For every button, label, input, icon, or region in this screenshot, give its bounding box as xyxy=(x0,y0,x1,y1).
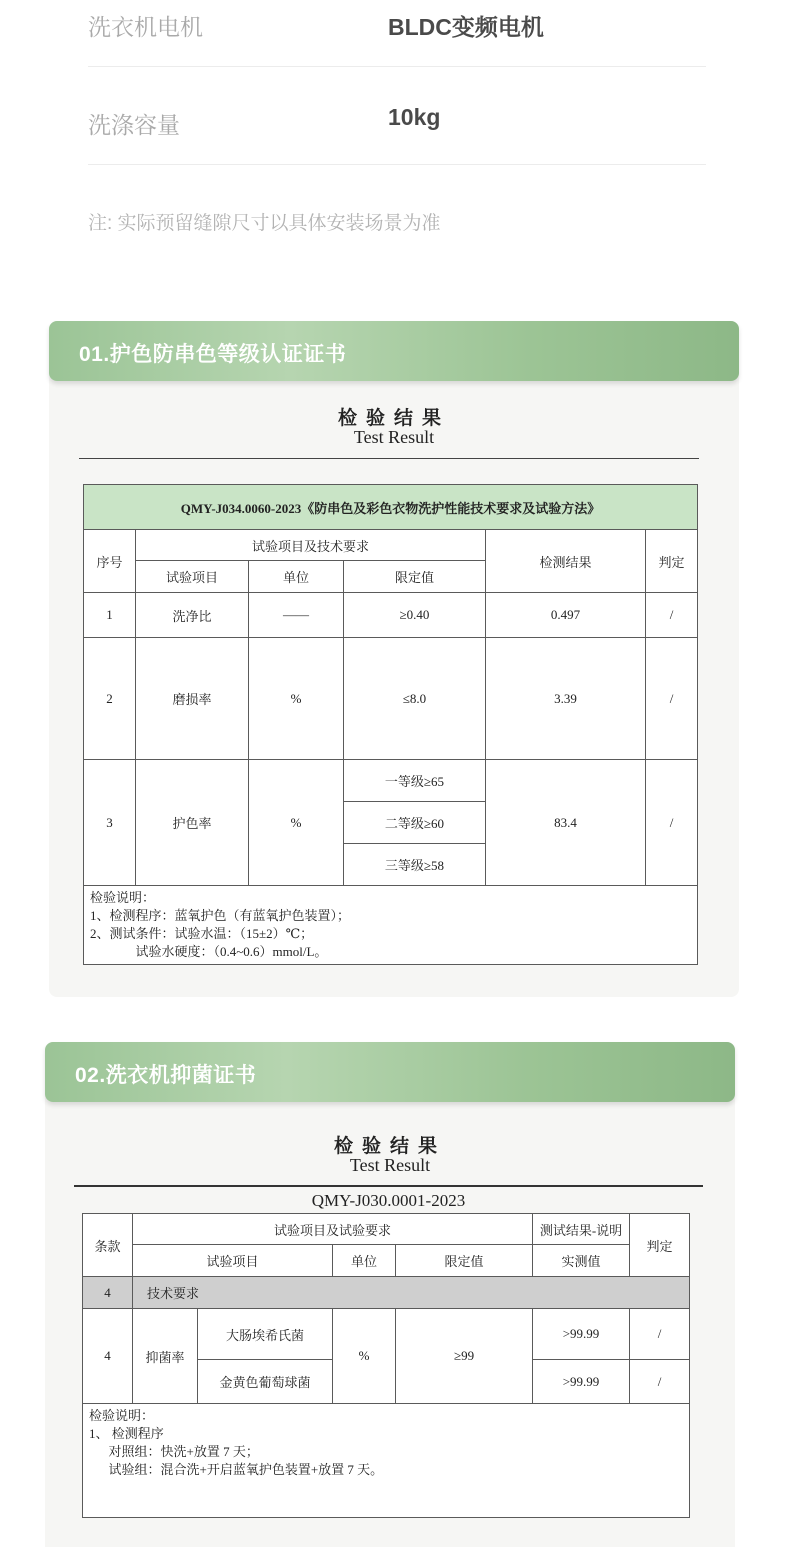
cell-result: 83.4 xyxy=(486,760,646,886)
header-result: 检测结果 xyxy=(486,530,646,593)
cell-judge: / xyxy=(646,760,698,886)
cell-unit: % xyxy=(249,638,344,760)
note-line: 对照组：快洗+放置 7 天； xyxy=(89,1444,259,1459)
cell-result: 3.39 xyxy=(486,638,646,760)
cell-measured: >99.99 xyxy=(533,1360,630,1404)
cell-limit: ≤8.0 xyxy=(344,638,486,760)
cert-header xyxy=(49,321,739,381)
section-clause: 4 xyxy=(83,1277,133,1309)
header-item: 试验项目 xyxy=(136,561,249,593)
header-group: 试验项目及技术要求 xyxy=(136,530,486,561)
color-protection-table xyxy=(83,484,698,965)
divider xyxy=(79,458,699,459)
table-row xyxy=(84,593,698,638)
standard-caption: QMY-J034.0060-2023《防串色及彩色衣物洗护性能技术要求及试验方法》 xyxy=(84,485,698,530)
header-limit: 限定值 xyxy=(396,1245,533,1277)
note-line: 1、 检测程序 xyxy=(89,1426,164,1441)
cell-clause: 4 xyxy=(83,1309,133,1404)
cell-seq: 1 xyxy=(84,593,136,638)
cell-limit: ≥0.40 xyxy=(344,593,486,638)
cell-unit: —— xyxy=(249,593,344,638)
cell-judge: / xyxy=(630,1309,690,1360)
section-row xyxy=(83,1277,690,1309)
header-limit: 限定值 xyxy=(344,561,486,593)
cert-title: 01.护色防串色等级认证证书 xyxy=(79,343,347,366)
result-title: 检验结果 xyxy=(333,1136,446,1157)
table-row xyxy=(84,638,698,760)
note-line: 试验组：混合洗+开启蓝氧护色装置+放置 7 天。 xyxy=(89,1462,384,1477)
antibacterial-table xyxy=(82,1213,690,1518)
test-notes xyxy=(84,886,698,965)
cert-card-color-protection xyxy=(49,321,739,997)
header-judge: 判定 xyxy=(646,530,698,593)
cell-judge: / xyxy=(646,593,698,638)
header-clause: 条款 xyxy=(83,1214,133,1277)
note-line: 检验说明： xyxy=(89,1408,155,1423)
note-line: 试验水硬度：（0.4~0.6）mmol/L。 xyxy=(90,944,328,959)
divider xyxy=(74,1185,703,1187)
cell-limit-grade3: 三等级≥58 xyxy=(344,844,486,886)
spec-value: 10kg xyxy=(388,104,441,130)
result-title: 检验结果 xyxy=(337,408,450,429)
cell-measured: >99.99 xyxy=(533,1309,630,1360)
cell-result: 0.497 xyxy=(486,593,646,638)
install-note: 注: 实际预留缝隙尺寸以具体安装场景为准 xyxy=(88,213,441,234)
spec-label: 洗涤容量 xyxy=(88,112,180,138)
cell-judge: / xyxy=(630,1360,690,1404)
table-row xyxy=(84,760,698,802)
section-label: 技术要求 xyxy=(133,1277,690,1309)
spec-label: 洗衣机电机 xyxy=(88,14,203,40)
note-line: 检验说明： xyxy=(90,890,156,905)
header-unit: 单位 xyxy=(249,561,344,593)
header-result-group: 测试结果-说明 xyxy=(533,1214,630,1245)
note-line: 1、检测程序：蓝氧护色（有蓝氧护色装置）； xyxy=(90,908,351,923)
cell-limit-grade1: 一等级≥65 xyxy=(344,760,486,802)
cert-card-antibacterial xyxy=(45,1042,735,1547)
test-notes xyxy=(83,1404,690,1518)
cell-item: 护色率 xyxy=(136,760,249,886)
result-subtitle: Test Result xyxy=(349,1155,431,1175)
header-seq: 序号 xyxy=(84,530,136,593)
cell-seq: 2 xyxy=(84,638,136,760)
header-group: 试验项目及试验要求 xyxy=(133,1214,533,1245)
cell-item: 洗净比 xyxy=(136,593,249,638)
note-line: 2、测试条件：试验水温：（15±2）℃； xyxy=(90,926,314,941)
header-judge: 判定 xyxy=(630,1214,690,1277)
cert-header xyxy=(45,1042,735,1102)
cell-unit: % xyxy=(249,760,344,886)
header-item: 试验项目 xyxy=(133,1245,333,1277)
cell-bacteria: 金黄色葡萄球菌 xyxy=(198,1360,333,1404)
cell-limit: ≥99 xyxy=(396,1309,533,1404)
table-row xyxy=(83,1309,690,1360)
spec-row-capacity xyxy=(88,67,706,165)
cell-seq: 3 xyxy=(84,760,136,886)
spec-value: BLDC变频电机 xyxy=(388,14,544,40)
cell-item: 抑菌率 xyxy=(133,1309,198,1404)
cell-bacteria: 大肠埃希氏菌 xyxy=(198,1309,333,1360)
cert-title: 02.洗衣机抑菌证书 xyxy=(75,1064,257,1087)
cell-limit-grade2: 二等级≥60 xyxy=(344,802,486,844)
standard-code: QMY-J030.0001-2023 xyxy=(311,1191,466,1210)
cell-unit: % xyxy=(333,1309,396,1404)
header-unit: 单位 xyxy=(333,1245,396,1277)
spec-row-motor xyxy=(88,0,706,67)
header-measured: 实测值 xyxy=(533,1245,630,1277)
cell-item: 磨损率 xyxy=(136,638,249,760)
cell-judge: / xyxy=(646,638,698,760)
result-subtitle: Test Result xyxy=(353,427,435,447)
